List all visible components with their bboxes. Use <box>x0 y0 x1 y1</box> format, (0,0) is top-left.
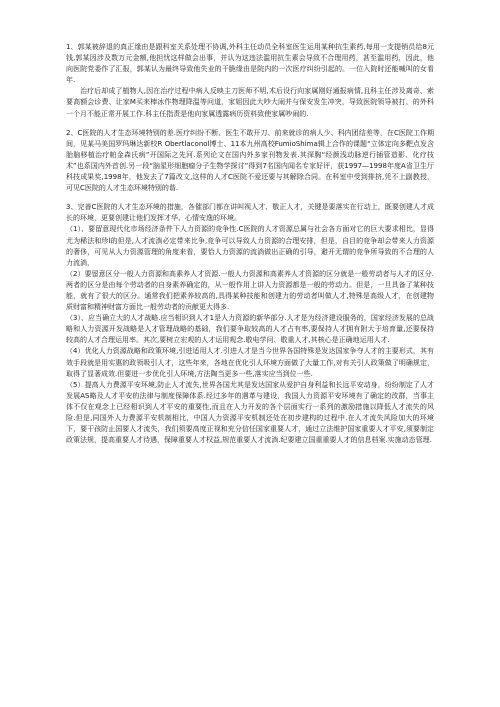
paragraph-gap <box>66 120 434 128</box>
paragraph-1: 1、郭某被辞退的真正缘由是跟科室关系处理不协调,外科主任动员全科室医生运用某种抗生素药,每用一支提销员给8元钱,郭某因涉及数万元金额,他担忧这样做会出事，并认为这违法滥用抗生素会导致不合理用药，甚至滥用药，因此，他向医院党委作了汇报，郭某认为最终导致他失业的干脆缘由是院内的一次医疗纠纷引起的。一位入院时还能喊叫的女看年. <box>66 43 434 85</box>
paragraph-2: 治疗后却成了植物人,因在治疗过程中病人反映主刀医师不明,术后设行向家属刚好通报病情,且科主任涉及离奇、索要高额会诊费、让家M买来棒冰作物理降温等问道，家姐因此大吵大闹并与保安发生冲突，导致医院领导被打，的外科一个月不能正常开展工作.科主任指责是他向家属透露病历资料致使家属吵闹的. <box>66 87 434 118</box>
paragraph-4: 3、完善C医院的人才生态环境的措施，各催部门都在讲叫视人才、敬正人才，关键是要落实在行动上，既要创建人才成长的环境，更要创建让他们发挥才华、心情安逸的环境。 <box>66 203 434 223</box>
paragraph-9: （5）提高人力费源平安环境,防止人才流失,世界各国尤其是发达国家从爱护自身利益和长远平安动身，纷纷制定了人才发展AS略及人才平安的法律与制度保障体系.经过多年的遇革与建设，我国人力资源平安环境有了确定的改群，当事主体不仅在观念上已经相识到人才平安的重要性,而且在人力开发的各个层面实行一系列的激励措施以降低人才流失的风险.但是,同国外人力费源平安机制相比，中国人力资源平安机制还处在初步建构的过程中.在人才流失风险加大的环境下，要干孩防止国要人才流失，我们须要高度正视和充分信任国家重要人才，通过立法维护国家重要人才平安,须要制定政策法规，提高重要人才待遇，保障重要人才权益,规范重要人才流淌.纪要建立国重重要人才的信息档案.实施动态管理. <box>66 380 434 445</box>
paragraph-8: （4）优化人力资源战略和政策环境,引进适用人才.引进人才是当今世界各国特殊是发达国家争夺人才的主要形式，其有效手段就是用实惠的政领吸引人才，这些年来，各地在优化引人环境方面做了大量工作,对有关引人政策做了明确规定，取得了显著成效.但要进一步优化引人环境,方法陶当更多一些,落实应当到位一些. <box>66 347 434 378</box>
paragraph-7: （3）、应当确立大的人才战略.应当相识到人才1是人力资源的新华部分.人才是为经济建设服务的，国家经济发展的总战略和人力资源开发战略是人才管理战略的基础，我们要争取较高的人才占有率,要保持人才拥有附大于培育量,还要保持较高的人才合理运用率。其次,要树立宏观的人才运用观念.敬电学问、敬重人才,其核心是正确地运用人才. <box>66 314 434 345</box>
paragraph-3: 2、C医院的人才生态环境特别的差.医疗纠纷不断、医生不敢开刀、前来就诊的病人少、科内团结差等，在C医院工作期间，见某马美国罗玛琳达新校R Obertlaconol博士、11本九州高校FumioShima辑上合作的课题“立体定向多靶点发含胎脑移植治疗帕金森氏病”开国际之先河.系列论文在国内外多家刊物发表.其深胸“经颜浅动脉逆行插管造影、化疗技术”也系国内外首创.另一段“脑星形细胞瘤分子生物学探讨”得到7名国内闻名专家好评，获1997—1998年度A省卫生厅科技成果奖,1998年，他发去了7篇改文,这样的人才C医院不爱还要与其解除合同。在科室中受到排挤,凭不上副教授，可见C医院的人才生态环境特别的谐. <box>66 128 434 193</box>
paragraph-5: （1）、要留意现代化市场经济条件下人力资源的竞争性.C医院的人才资源总属与社会各方面对它的巨大要求相比，显得尤为稀法和珍l的但是,人才流淌必定带来比争,竞争可以导致人力资源的合理安排，但是，自目的竞争却会带来人力资源的奢侈，可见从人力资源管理的角度来看，要恰人力资源的流淌做出正确的引导，避开无谓的竞争所导致的不合理的人力流淌， <box>66 225 434 267</box>
paragraph-gap <box>66 194 434 202</box>
paragraph-6: （2）要留意区分一般人力资源和高素养人才资源.一般人力资源和高素养人才资源的区分就是一般劳动者与人才的区分.两者的区分是由每个劳动者的自身素养确定的，从一般作用上讲人力资源都是一般的劳动力。但是，一旦具备了某种技能，就有了很大的区分。通常我们把素养较高的,具得某种技能和创建力的劳动者叫做人才,特殊是高级人才，在创建物质财富和精神财富方面比一般劳动者的贡献更大得多. <box>66 269 434 312</box>
